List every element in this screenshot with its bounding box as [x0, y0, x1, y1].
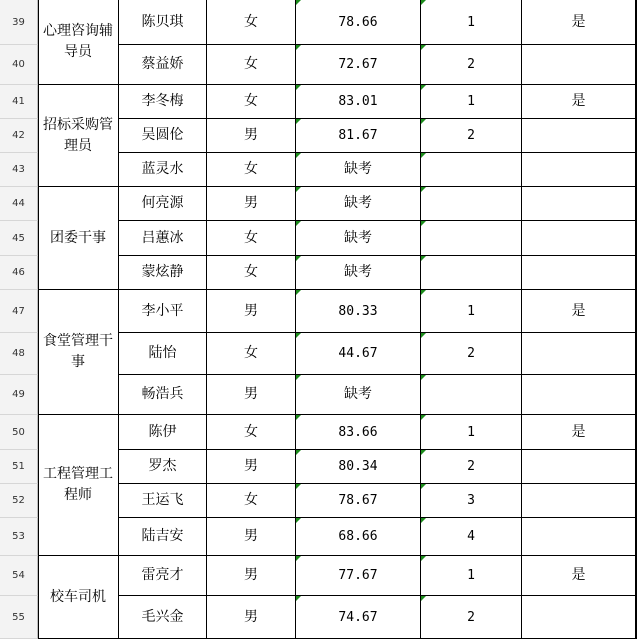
- cell-score[interactable]: 缺考: [296, 153, 421, 187]
- cell-name[interactable]: 王运飞: [119, 484, 207, 518]
- cell-rank[interactable]: [421, 256, 522, 290]
- cell-name[interactable]: 陆吉安: [119, 518, 207, 556]
- cell-gender[interactable]: 女: [207, 415, 296, 450]
- number-format-marker-icon: [421, 0, 426, 5]
- cell-rank[interactable]: 2: [421, 596, 522, 639]
- cell-gender[interactable]: 男: [207, 596, 296, 639]
- cell-rank[interactable]: 1: [421, 415, 522, 450]
- row-header[interactable]: 50: [0, 415, 38, 450]
- row-header[interactable]: 52: [0, 484, 38, 518]
- cell-rank[interactable]: 3: [421, 484, 522, 518]
- number-format-marker-icon: [421, 450, 426, 455]
- row-header[interactable]: 41: [0, 85, 38, 119]
- cell-name[interactable]: 吕蕙冰: [119, 221, 207, 256]
- number-format-marker-icon: [296, 596, 301, 601]
- cell-interview[interactable]: [522, 450, 636, 484]
- number-format-marker-icon: [421, 556, 426, 561]
- cell-gender[interactable]: 女: [207, 0, 296, 45]
- cell-rank[interactable]: [421, 153, 522, 187]
- number-format-marker-icon: [421, 518, 426, 523]
- cell-interview[interactable]: [522, 333, 636, 375]
- cell-gender[interactable]: 女: [207, 85, 296, 119]
- number-format-marker-icon: [296, 187, 301, 192]
- cell-rank[interactable]: [421, 187, 522, 221]
- cell-name[interactable]: 何亮源: [119, 187, 207, 221]
- number-format-marker-icon: [296, 256, 301, 261]
- cell-position[interactable]: 工程管理工程师: [38, 415, 119, 556]
- row-header[interactable]: 40: [0, 45, 38, 85]
- row-header[interactable]: 46: [0, 256, 38, 290]
- row-header[interactable]: 51: [0, 450, 38, 484]
- number-format-marker-icon: [296, 333, 301, 338]
- cell-score[interactable]: 68.66: [296, 518, 421, 556]
- cell-interview[interactable]: 是: [522, 0, 636, 45]
- cell-score[interactable]: 缺考: [296, 375, 421, 415]
- cell-name[interactable]: 吴圆伦: [119, 119, 207, 153]
- cell-name[interactable]: 毛兴金: [119, 596, 207, 639]
- number-format-marker-icon: [296, 415, 301, 420]
- cell-score[interactable]: 78.66: [296, 0, 421, 45]
- number-format-marker-icon: [421, 256, 426, 261]
- cell-rank[interactable]: 1: [421, 556, 522, 596]
- number-format-marker-icon: [421, 333, 426, 338]
- number-format-marker-icon: [296, 221, 301, 226]
- number-format-marker-icon: [421, 153, 426, 158]
- cell-name[interactable]: 罗杰: [119, 450, 207, 484]
- row-header[interactable]: 47: [0, 290, 38, 333]
- cell-interview[interactable]: [522, 221, 636, 256]
- cell-rank[interactable]: 2: [421, 333, 522, 375]
- number-format-marker-icon: [296, 85, 301, 90]
- cell-gender[interactable]: 男: [207, 187, 296, 221]
- cell-gender[interactable]: 女: [207, 333, 296, 375]
- cell-score[interactable]: 83.66: [296, 415, 421, 450]
- number-format-marker-icon: [421, 221, 426, 226]
- cell-name[interactable]: 畅浩兵: [119, 375, 207, 415]
- number-format-marker-icon: [296, 119, 301, 124]
- cell-interview[interactable]: [522, 518, 636, 556]
- cell-interview[interactable]: [522, 256, 636, 290]
- cell-rank[interactable]: 2: [421, 450, 522, 484]
- cell-score[interactable]: 44.67: [296, 333, 421, 375]
- number-format-marker-icon: [296, 0, 301, 5]
- row-header[interactable]: 44: [0, 187, 38, 221]
- grid-divider: [38, 0, 39, 639]
- row-header[interactable]: 39: [0, 0, 38, 45]
- row-header[interactable]: 49: [0, 375, 38, 415]
- cell-position[interactable]: 心理咨询辅导员: [38, 0, 119, 85]
- cell-gender[interactable]: 女: [207, 256, 296, 290]
- cell-interview[interactable]: [522, 187, 636, 221]
- number-format-marker-icon: [421, 484, 426, 489]
- row-header[interactable]: 48: [0, 333, 38, 375]
- cell-name[interactable]: 陈贝琪: [119, 0, 207, 45]
- number-format-marker-icon: [421, 415, 426, 420]
- cell-interview[interactable]: 是: [522, 415, 636, 450]
- cell-score[interactable]: 72.67: [296, 45, 421, 85]
- row-header[interactable]: 55: [0, 596, 38, 639]
- cell-score[interactable]: 80.33: [296, 290, 421, 333]
- cell-interview[interactable]: [522, 119, 636, 153]
- cell-score[interactable]: 74.67: [296, 596, 421, 639]
- cell-position[interactable]: 招标采购管理员: [38, 85, 119, 187]
- cell-gender[interactable]: 男: [207, 450, 296, 484]
- cell-name[interactable]: 陆怡: [119, 333, 207, 375]
- number-format-marker-icon: [421, 290, 426, 295]
- cell-gender[interactable]: 男: [207, 518, 296, 556]
- cell-rank[interactable]: 2: [421, 119, 522, 153]
- number-format-marker-icon: [296, 45, 301, 50]
- cell-gender[interactable]: 女: [207, 221, 296, 256]
- cell-interview[interactable]: 是: [522, 556, 636, 596]
- number-format-marker-icon: [421, 187, 426, 192]
- row-header[interactable]: 42: [0, 119, 38, 153]
- cell-name[interactable]: 蔡益娇: [119, 45, 207, 85]
- cell-position[interactable]: 团委干事: [38, 187, 119, 290]
- cell-name[interactable]: 蒙炫静: [119, 256, 207, 290]
- number-format-marker-icon: [421, 596, 426, 601]
- cell-interview[interactable]: 是: [522, 85, 636, 119]
- number-format-marker-icon: [296, 450, 301, 455]
- cell-score[interactable]: 缺考: [296, 221, 421, 256]
- cell-interview[interactable]: [522, 45, 636, 85]
- cell-interview[interactable]: [522, 484, 636, 518]
- number-format-marker-icon: [421, 85, 426, 90]
- cell-gender[interactable]: 女: [207, 484, 296, 518]
- cell-score[interactable]: 缺考: [296, 256, 421, 290]
- cell-rank[interactable]: 1: [421, 85, 522, 119]
- cell-score[interactable]: 80.34: [296, 450, 421, 484]
- number-format-marker-icon: [296, 484, 301, 489]
- cell-rank[interactable]: [421, 375, 522, 415]
- cell-score[interactable]: 83.01: [296, 85, 421, 119]
- grid-divider: [636, 0, 640, 639]
- cell-gender[interactable]: 男: [207, 290, 296, 333]
- row-header[interactable]: 54: [0, 556, 38, 596]
- cell-position[interactable]: 校车司机: [38, 556, 119, 639]
- cell-rank[interactable]: 4: [421, 518, 522, 556]
- number-format-marker-icon: [421, 45, 426, 50]
- cell-rank[interactable]: [421, 221, 522, 256]
- number-format-marker-icon: [296, 518, 301, 523]
- cell-gender[interactable]: 男: [207, 375, 296, 415]
- cell-interview[interactable]: [522, 596, 636, 639]
- row-header[interactable]: 53: [0, 518, 38, 556]
- cell-gender[interactable]: 男: [207, 119, 296, 153]
- cell-name[interactable]: 蓝灵水: [119, 153, 207, 187]
- cell-score[interactable]: 缺考: [296, 187, 421, 221]
- number-format-marker-icon: [421, 375, 426, 380]
- cell-gender[interactable]: 女: [207, 45, 296, 85]
- cell-rank[interactable]: 2: [421, 45, 522, 85]
- cell-score[interactable]: 81.67: [296, 119, 421, 153]
- cell-name[interactable]: 李冬梅: [119, 85, 207, 119]
- row-header[interactable]: 45: [0, 221, 38, 256]
- cell-interview[interactable]: [522, 375, 636, 415]
- cell-gender[interactable]: 男: [207, 556, 296, 596]
- number-format-marker-icon: [296, 153, 301, 158]
- number-format-marker-icon: [296, 375, 301, 380]
- number-format-marker-icon: [296, 290, 301, 295]
- cell-interview[interactable]: [522, 153, 636, 187]
- cell-name[interactable]: 雷亮才: [119, 556, 207, 596]
- cell-score[interactable]: 77.67: [296, 556, 421, 596]
- cell-score[interactable]: 78.67: [296, 484, 421, 518]
- row-header[interactable]: 43: [0, 153, 38, 187]
- cell-interview[interactable]: 是: [522, 290, 636, 333]
- cell-rank[interactable]: 1: [421, 0, 522, 45]
- number-format-marker-icon: [296, 556, 301, 561]
- cell-name[interactable]: 李小平: [119, 290, 207, 333]
- cell-gender[interactable]: 女: [207, 153, 296, 187]
- cell-position[interactable]: 食堂管理干事: [38, 290, 119, 415]
- number-format-marker-icon: [421, 119, 426, 124]
- cell-name[interactable]: 陈伊: [119, 415, 207, 450]
- cell-rank[interactable]: 1: [421, 290, 522, 333]
